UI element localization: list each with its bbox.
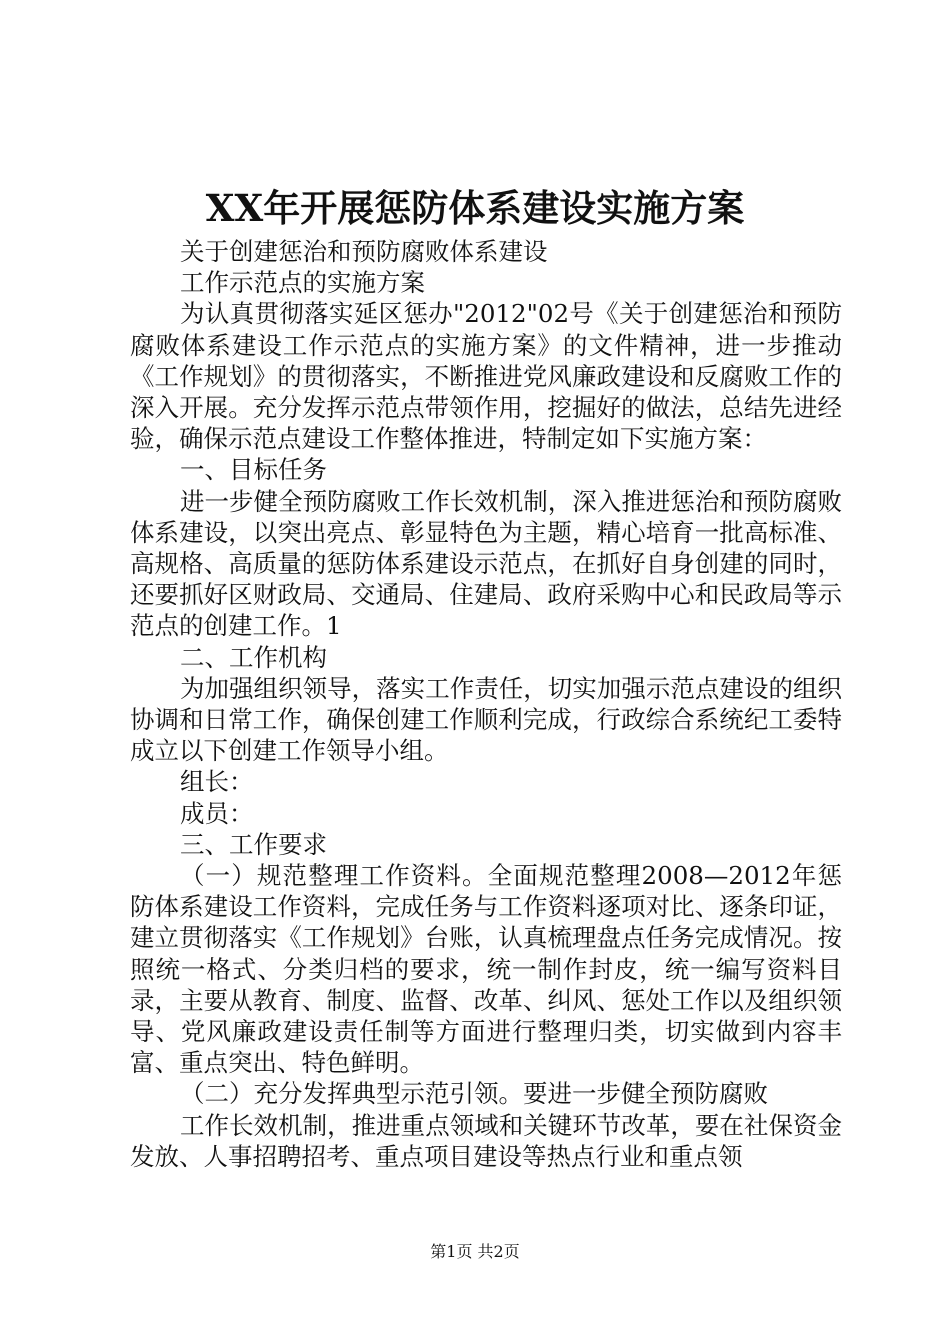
paragraph-requirement-2: （二）充分发挥典型示范引领。要进一步健全预防腐败 — [180, 1079, 768, 1109]
heading-goals: 一、目标任务 — [180, 455, 327, 485]
page-footer — [0, 1241, 950, 1263]
subtitle-line-1: 关于创建惩治和预防腐败体系建设 — [180, 237, 548, 266]
paragraph-goals: 进一步健全预防腐败工作长效机制，深入推进惩治和预防腐败体系建设，以突出亮点、彰显特色为主题，精心培育一批高标准、高规格、高质量的惩防体系建设示范点，在抓好自身创建的同时，还要抓好区财政局、交通局、住建局、政府采购中心和民政局等示范点的创建工作。1 — [130, 486, 842, 641]
leader-line: 组长： — [180, 767, 254, 797]
document-body — [130, 236, 842, 1172]
paragraph-requirement-2-cont: 工作长效机制，推进重点领域和关键环节改革，要在社保资金发放、人事招聘招考、重点项目建设等热点行业和重点领 — [130, 1110, 842, 1171]
paragraph-intro: 为认真贯彻落实延区惩办"2012"02号《关于创建惩治和预防腐败体系建设工作示范点的实施方案》的文件精神，进一步推动《工作规划》的贯彻落实，不断推进党风廉政建设和反腐败工作的深入开展。充分发挥示范点带领作用，挖掘好的做法，总结先进经验，确保示范点建设工作整体推进，特制定如下实施方案： — [130, 299, 842, 454]
subtitle-line-2: 工作示范点的实施方案 — [180, 268, 425, 298]
heading-requirements: 三、工作要求 — [180, 829, 327, 859]
document-title: XX年开展惩防体系建设实施方案 — [205, 186, 745, 230]
paragraph-organization: 为加强组织领导，落实工作责任，切实加强示范点建设的组织协调和日常工作，确保创建工作顺利完成，行政综合系统纪工委特成立以下创建工作领导小组。 — [130, 673, 842, 766]
paragraph-requirement-1: （一）规范整理工作资料。全面规范整理2008—2012年惩防体系建设工作资料，完成任务与工作资料逐项对比、逐条印证，建立贯彻落实《工作规划》台账，认真梳理盘点任务完成情况。按照统一格式、分类归档的要求，统一制作封皮，统一编写资料目录，主要从教育、制度、监督、改革、纠风、惩处工作以及组织领导、党风廉政建设责任制等方面进行整理归类，切实做到内容丰富、重点突出、特色鲜明。 — [130, 861, 842, 1078]
page-number: 第1页 共2页 — [430, 1242, 520, 1261]
members-line: 成员： — [180, 798, 254, 828]
heading-organization: 二、工作机构 — [180, 642, 327, 672]
